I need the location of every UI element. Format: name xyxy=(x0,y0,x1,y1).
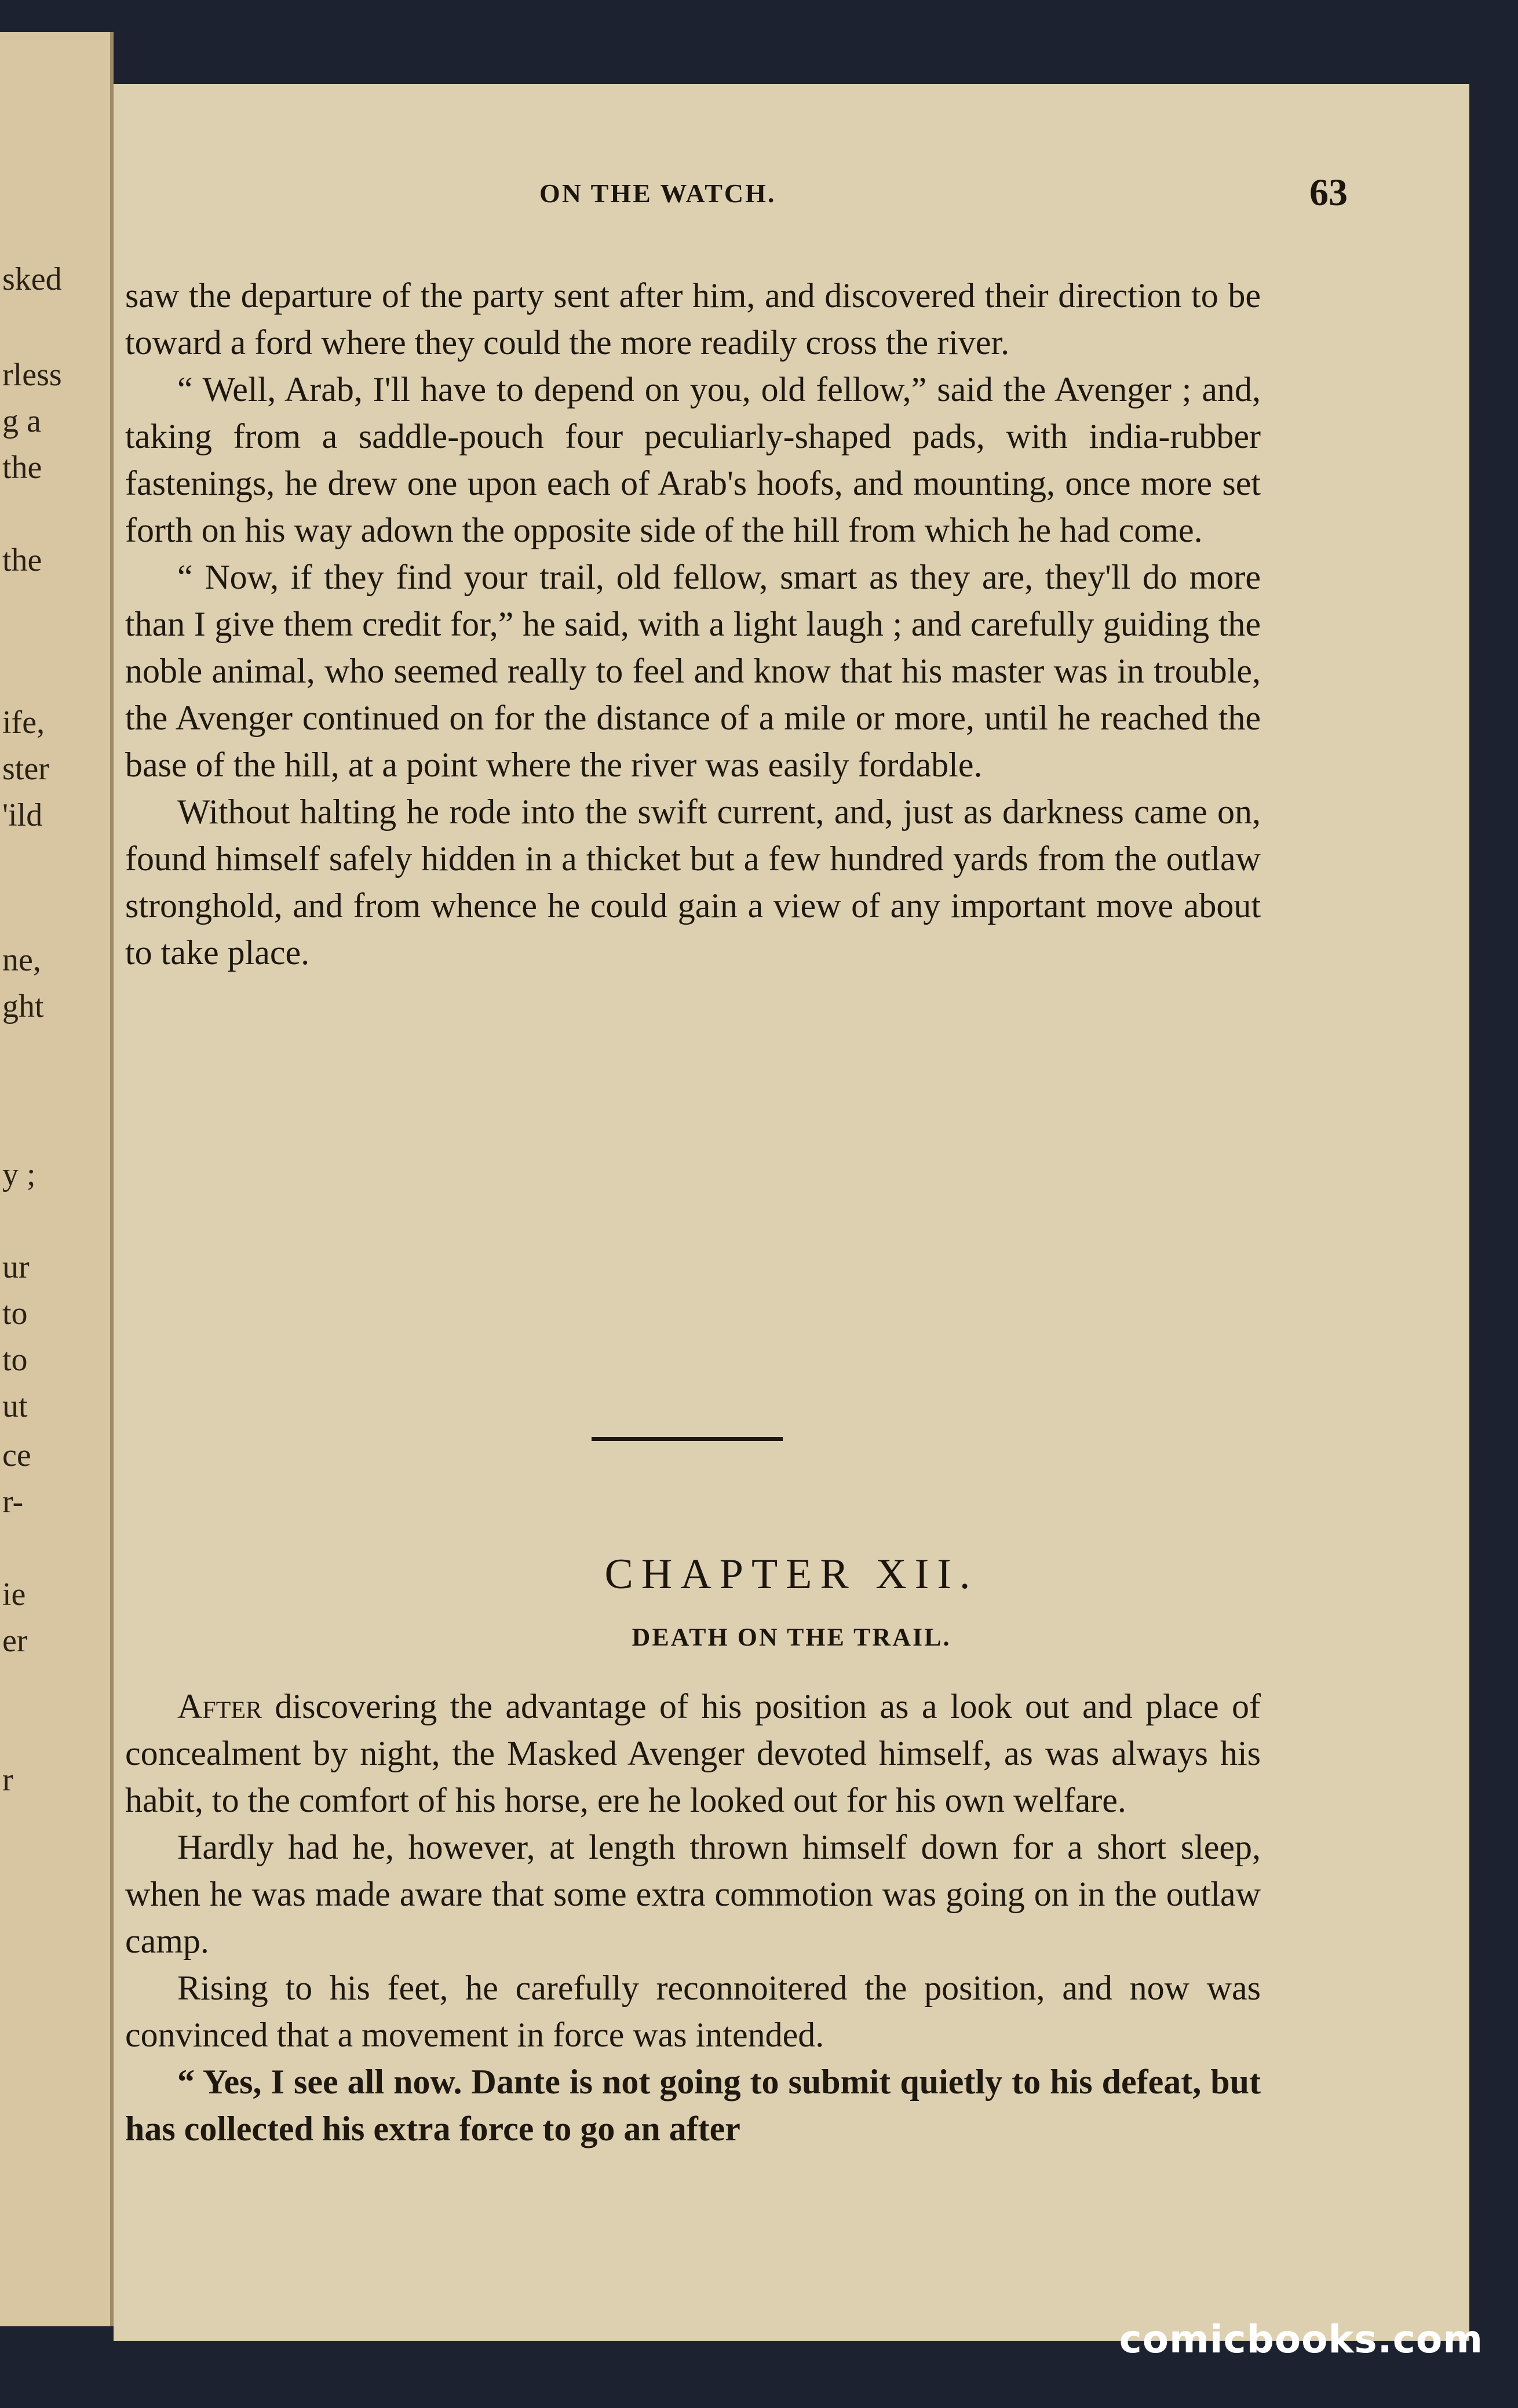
left-page-fragment: ut xyxy=(2,1388,28,1424)
left-page-fragment: ur xyxy=(2,1249,30,1285)
left-page-fragment: ie xyxy=(2,1577,26,1612)
left-page-fragment: 'ild xyxy=(2,797,43,833)
left-page-fragment: to xyxy=(2,1296,28,1331)
chapter-subtitle: DEATH ON THE TRAIL. xyxy=(632,1623,951,1651)
chapter-title: CHAPTER XII. xyxy=(604,1550,979,1598)
page-number: 63 xyxy=(1309,172,1348,214)
left-page-fragment: ne, xyxy=(2,942,41,978)
paragraph: Hardly had he, however, at length thrown himself down for a short sleep, when he was made aware that some extra commotion was going on in the outlaw camp. xyxy=(125,1828,1261,1960)
left-page-edge xyxy=(0,32,114,2326)
left-page-fragment: ster xyxy=(2,751,49,787)
left-page-fragment: rless xyxy=(2,357,62,393)
body-text-top xyxy=(125,272,1261,976)
site-watermark: comicbooks.com xyxy=(1119,2317,1483,2362)
paragraph: “ Yes, I see all now. Dante is not going to submit quietly to his defeat, but has collected his extra force to go an after xyxy=(125,2063,1261,2148)
left-page-fragment: g a xyxy=(2,403,41,439)
left-page-fragment: the xyxy=(2,450,42,486)
left-page-fragment: ght xyxy=(2,988,44,1024)
body-text-chapter xyxy=(125,1683,1261,2152)
left-page-fragment: ife, xyxy=(2,705,45,740)
left-page-fragment: the xyxy=(2,542,42,578)
left-page-fragment: r- xyxy=(2,1484,24,1520)
drop-word: After xyxy=(177,1687,262,1725)
paragraph-text: discovering the advantage of his position as a look out and place of concealment by night, the Masked Avenger devoted himself, as was always his habit, to the comfort of his horse, ere he looked out for his own welfare. xyxy=(125,1687,1261,1819)
running-head: ON THE WATCH. xyxy=(539,178,776,208)
left-page-fragment: ce xyxy=(2,1437,31,1473)
left-page-fragment: sked xyxy=(2,261,62,297)
page-header xyxy=(114,171,1469,217)
left-page-fragment: y ; xyxy=(2,1156,36,1192)
paragraph: Without halting he rode into the swift current, and, just as darkness came on, found himself safely hidden in a thicket but a few hundred yards from the outlaw stronghold, and from whence he could gain a view of any important move about to take place. xyxy=(125,793,1261,972)
book-page xyxy=(114,84,1469,2341)
paragraph: saw the departure of the party sent after him, and discovered their direction to be toward a ford where they could the more readily cross the river. xyxy=(125,276,1261,362)
chapter-opening-paragraph xyxy=(125,1683,1261,1824)
left-page-fragment: r xyxy=(2,1762,13,1798)
paragraph: “ Now, if they find your trail, old fellow, smart as they are, they'll do more than I give them credit for,” he said, with a light laugh ; and carefully guiding the noble animal, who seemed really to feel and know that his master was in trouble, the Avenger continued on for the distance of a mile or more, until he reached the base of the hill, at a point where the river was easily fordable. xyxy=(125,558,1261,784)
paragraph: “ Well, Arab, I'll have to depend on you, old fellow,” said the Avenger ; and, taking from a saddle-pouch four peculiarly-shaped pads, with india-rubber fastenings, he drew one upon each of Arab's hoofs, and mounting, once more set forth on his way adown the opposite side of the hill from which he had come. xyxy=(125,370,1261,549)
left-page-fragment: er xyxy=(2,1623,28,1659)
paragraph: Rising to his feet, he carefully reconnoitered the position, and now was convinced that a movement in force was intended. xyxy=(125,1969,1261,2054)
left-page-fragment: to xyxy=(2,1342,28,1378)
section-divider xyxy=(592,1437,783,1441)
